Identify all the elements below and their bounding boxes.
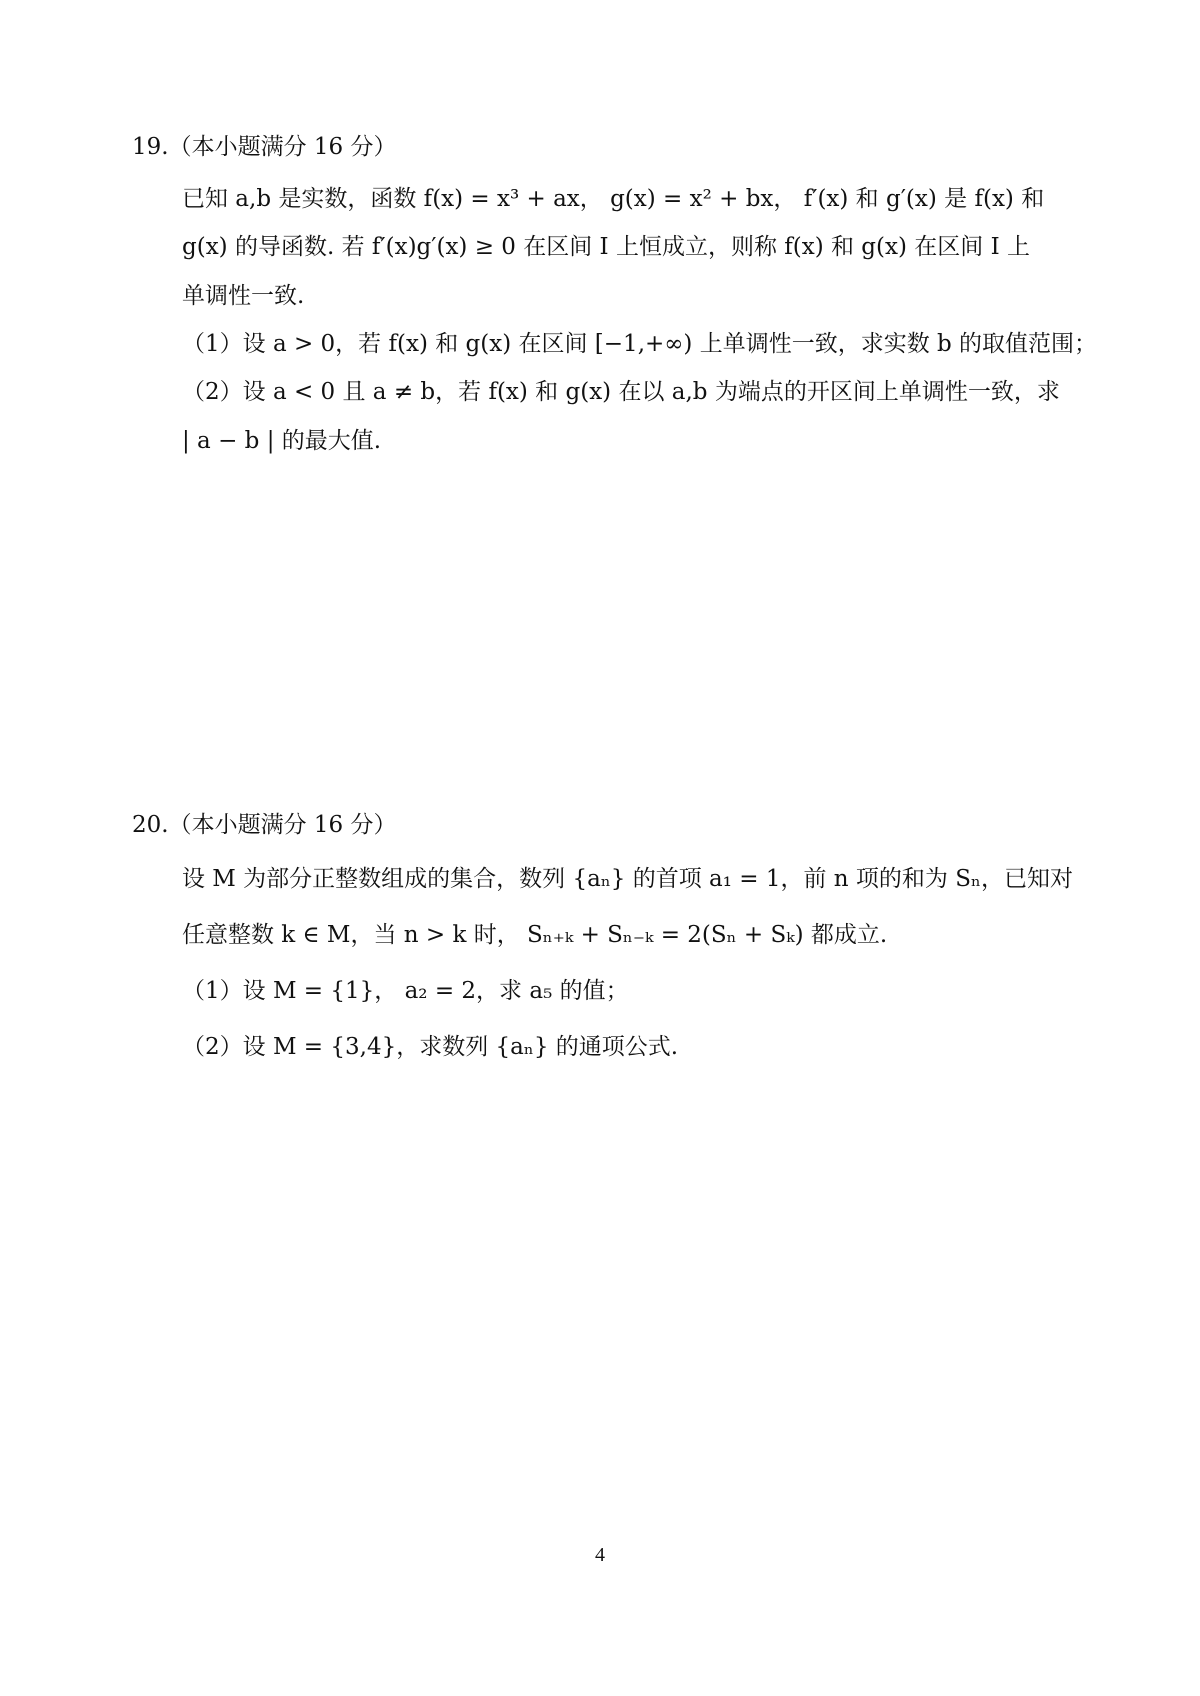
- problem-19-line-3: 单调性一致.: [182, 283, 305, 309]
- problem-19-part-2: （2）设 a < 0 且 a ≠ b，若 f(x) 和 g(x) 在以 a,b 为端点的开区间上单调性一致，求: [182, 379, 1060, 405]
- problem-19-line-1: 已知 a,b 是实数，函数 f(x) = x³ + ax， g(x) = x² + bx， f′(x) 和 g′(x) 是 f(x) 和: [182, 186, 1045, 212]
- problem-20-line-1: 设 M 为部分正整数组成的集合，数列 {aₙ} 的首项 a₁ = 1，前 n 项的和为 Sₙ，已知对: [182, 866, 1073, 892]
- page-number: 4: [595, 1544, 605, 1566]
- problem-20-part-2: （2）设 M = {3,4}，求数列 {aₙ} 的通项公式.: [182, 1034, 679, 1060]
- problem-19-part-1: （1）设 a > 0，若 f(x) 和 g(x) 在区间 [−1,+∞) 上单调性一致，求实数 b 的取值范围；: [182, 331, 1098, 357]
- problem-19-part-2-cont: | a − b | 的最大值.: [182, 428, 382, 454]
- problem-19-line-2: g(x) 的导函数. 若 f′(x)g′(x) ≥ 0 在区间 I 上恒成立，则称 f(x) 和 g(x) 在区间 I 上: [182, 234, 1030, 260]
- problem-20-line-2: 任意整数 k ∈ M，当 n > k 时， Sₙ₊ₖ + Sₙ₋ₖ = 2(Sₙ + Sₖ) 都成立.: [182, 922, 888, 948]
- problem-19-header: 19.（本小题满分 16 分）: [132, 134, 397, 160]
- problem-20-header: 20.（本小题满分 16 分）: [132, 812, 397, 838]
- problem-20-part-1: （1）设 M = {1}， a₂ = 2，求 a₅ 的值；: [182, 978, 629, 1004]
